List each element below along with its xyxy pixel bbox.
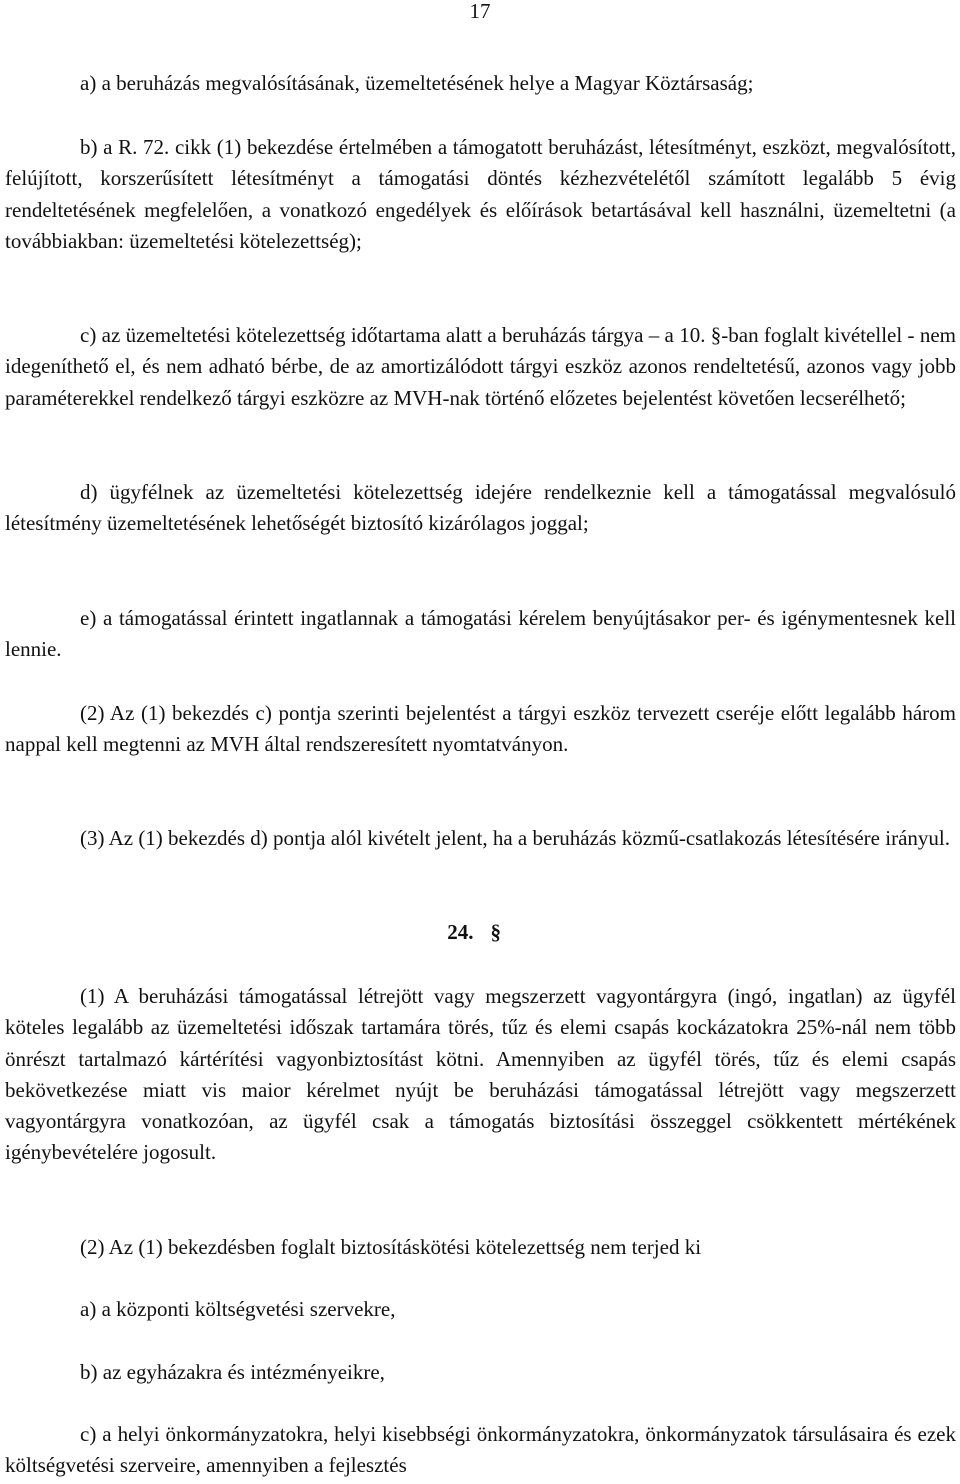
list-item-c <box>5 1419 956 1482</box>
list-item-c-text: c) a helyi önkormányzatokra, helyi kisebbségi önkormányzatokra, önkormányzatok társulásaira és ezek költségvetési szerveire, amennyiben a fejlesztés <box>5 1422 956 1478</box>
list-item-b <box>5 1357 956 1388</box>
page-number: 17 <box>469 0 491 23</box>
paragraph-c <box>5 320 956 414</box>
section-number: 24. <box>447 920 474 944</box>
paragraph-c-text: c) az üzemeltetési kötelezettség időtartama alatt a beruházás tárgya – a 10. §-ban foglalt kivétellel - nem idegeníthető el, és nem adható bérbe, de az amortizálódott tárgyi eszköz azonos rendeltetésű, azonos vagy jobb paraméterekkel rendelkező tárgyi eszközre az MVH-nak történő előzetes bejelentést követően lecserélhető; <box>5 323 956 410</box>
list-item-a-text: a) a központi költségvetési szervekre, <box>80 1297 396 1321</box>
paragraph-a <box>5 68 956 99</box>
paragraph-24-1-text: (1) A beruházási támogatással létrejött vagy megszerzett vagyontárgyra (ingó, ingatlan) az ügyfél köteles legalább az üzemeltetési időszak tartamára törés, tűz és elemi csapás kockázatokra 25%-nál nem több önrészt tartalmazó kártérítési vagyonbiztosítást kötni. Amennyiben az ügyfél törés, tűz és elemi csapás bekövetkezése miatt vis maior kérelmet nyújt be beruházási támogatással létrejött vagy megszerzett vagyontárgyra vonatkozóan, az ügyfél csak a támogatás biztosítási összeggel csökkentett mértékének igénybevételére jogosult. <box>5 984 956 1165</box>
paragraph-a-text: a) a beruházás megvalósításának, üzemeltetésének helye a Magyar Köztársaság; <box>80 71 754 95</box>
section-heading <box>0 917 960 948</box>
paragraph-24-2-text: (2) Az (1) bekezdésben foglalt biztosításkötési kötelezettség nem terjed ki <box>80 1235 702 1259</box>
paragraph-d-text: d) ügyfélnek az üzemeltetési kötelezettség idejére rendelkeznie kell a támogatással megvalósuló létesítmény üzemeltetésének lehetőségét biztosító kizárólagos joggal; <box>5 480 956 536</box>
list-item-b-text: b) az egyházakra és intézményeikre, <box>80 1360 385 1384</box>
paragraph-2 <box>5 698 956 761</box>
section-symbol: § <box>490 920 501 944</box>
paragraph-b <box>5 132 956 257</box>
paragraph-e-text: e) a támogatással érintett ingatlannak a támogatási kérelem benyújtásakor per- és igénymentesnek kell lennie. <box>5 606 956 662</box>
paragraph-3 <box>5 823 956 854</box>
paragraph-2-text: (2) Az (1) bekezdés c) pontja szerinti bejelentést a tárgyi eszköz tervezett cseréje előtt legalább három nappal kell megtenni az MVH által rendszeresített nyomtatványon. <box>5 701 956 757</box>
list-item-a <box>5 1294 956 1325</box>
paragraph-e <box>5 603 956 666</box>
paragraph-b-text: b) a R. 72. cikk (1) bekezdése értelmében a támogatott beruházást, létesítményt, eszközt, megvalósított, felújított, korszerűsített létesítményt a támogatási döntés kézhezvételétől számított legalább 5 évig rendeltetésének megfelelően, a vonatkozó engedélyek és előírások betartásával kell használni, üzemeltetni (a továbbiakban: üzemeltetési kötelezettség); <box>5 135 956 253</box>
paragraph-d <box>5 477 956 540</box>
paragraph-24-2 <box>5 1232 956 1263</box>
paragraph-3-text: (3) Az (1) bekezdés d) pontja alól kivételt jelent, ha a beruházás közmű-csatlakozás létesítésére irányul. <box>80 826 950 850</box>
paragraph-24-1 <box>5 981 956 1169</box>
